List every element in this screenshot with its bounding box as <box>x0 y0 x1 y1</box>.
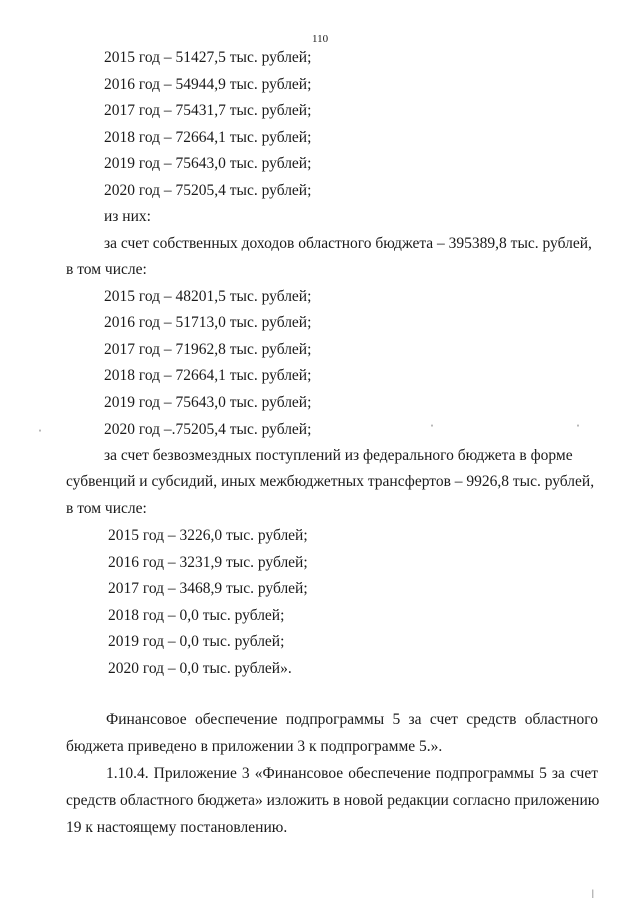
year-line: 2020 год – 75205,4 тыс. рублей; <box>104 182 312 199</box>
year-line: 2020 год –.75205,4 тыс. рублей; <box>104 421 312 438</box>
year-line: 2018 год – 0,0 тыс. рублей; <box>108 607 285 624</box>
year-line: 2016 год – 3231,9 тыс. рублей; <box>108 554 308 571</box>
paragraph-line: бюджета приведено в приложении 3 к подпрограмме 5.». <box>66 738 443 755</box>
year-line: 2016 год – 51713,0 тыс. рублей; <box>104 314 312 331</box>
scan-speck: ˈ <box>430 422 434 436</box>
paragraph-line: средств областного бюджета» изложить в новой редакции согласно приложению <box>66 792 600 809</box>
of-them-label: из них: <box>104 208 151 225</box>
year-line: 2018 год – 72664,1 тыс. рублей; <box>104 129 312 146</box>
scan-speck: ˈ <box>38 427 42 441</box>
year-line: 2017 год – 75431,7 тыс. рублей; <box>104 102 312 119</box>
year-line: 2015 год – 51427,5 тыс. рублей; <box>104 49 312 66</box>
federal-line: субвенций и субсидий, иных межбюджетных трансфертов – 9926,8 тыс. рублей, <box>66 473 595 490</box>
year-line: 2018 год – 72664,1 тыс. рублей; <box>104 367 312 384</box>
own-income-line: за счет собственных доходов областного бюджета – 395389,8 тыс. рублей, <box>104 235 592 252</box>
year-line: 2016 год – 54944,9 тыс. рублей; <box>104 76 312 93</box>
page-number: 110 <box>312 33 329 45</box>
own-income-line: в том числе: <box>66 261 147 278</box>
year-line: 2017 год – 71962,8 тыс. рублей; <box>104 341 312 358</box>
year-line: 2015 год – 3226,0 тыс. рублей; <box>108 527 308 544</box>
year-line: 2015 год – 48201,5 тыс. рублей; <box>104 288 312 305</box>
scan-speck: ˈ <box>576 422 580 436</box>
paragraph-line: 19 к настоящему постановлению. <box>66 819 288 836</box>
year-line: 2020 год – 0,0 тыс. рублей». <box>108 660 292 677</box>
year-line: 2019 год – 75643,0 тыс. рублей; <box>104 155 312 172</box>
year-line: 2019 год – 75643,0 тыс. рублей; <box>104 394 312 411</box>
year-line: 2019 год – 0,0 тыс. рублей; <box>108 633 285 650</box>
paragraph-line: 1.10.4. Приложение 3 «Финансовое обеспечение подпрограммы 5 за счет <box>106 765 598 782</box>
year-line: 2017 год – 3468,9 тыс. рублей; <box>108 580 308 597</box>
paragraph-line: Финансовое обеспечение подпрограммы 5 за счет средств областного <box>106 711 598 728</box>
federal-line: за счет безвозмездных поступлений из федерального бюджета в форме <box>104 447 573 464</box>
scan-speck: | <box>592 888 594 898</box>
federal-line: в том числе: <box>66 500 147 517</box>
